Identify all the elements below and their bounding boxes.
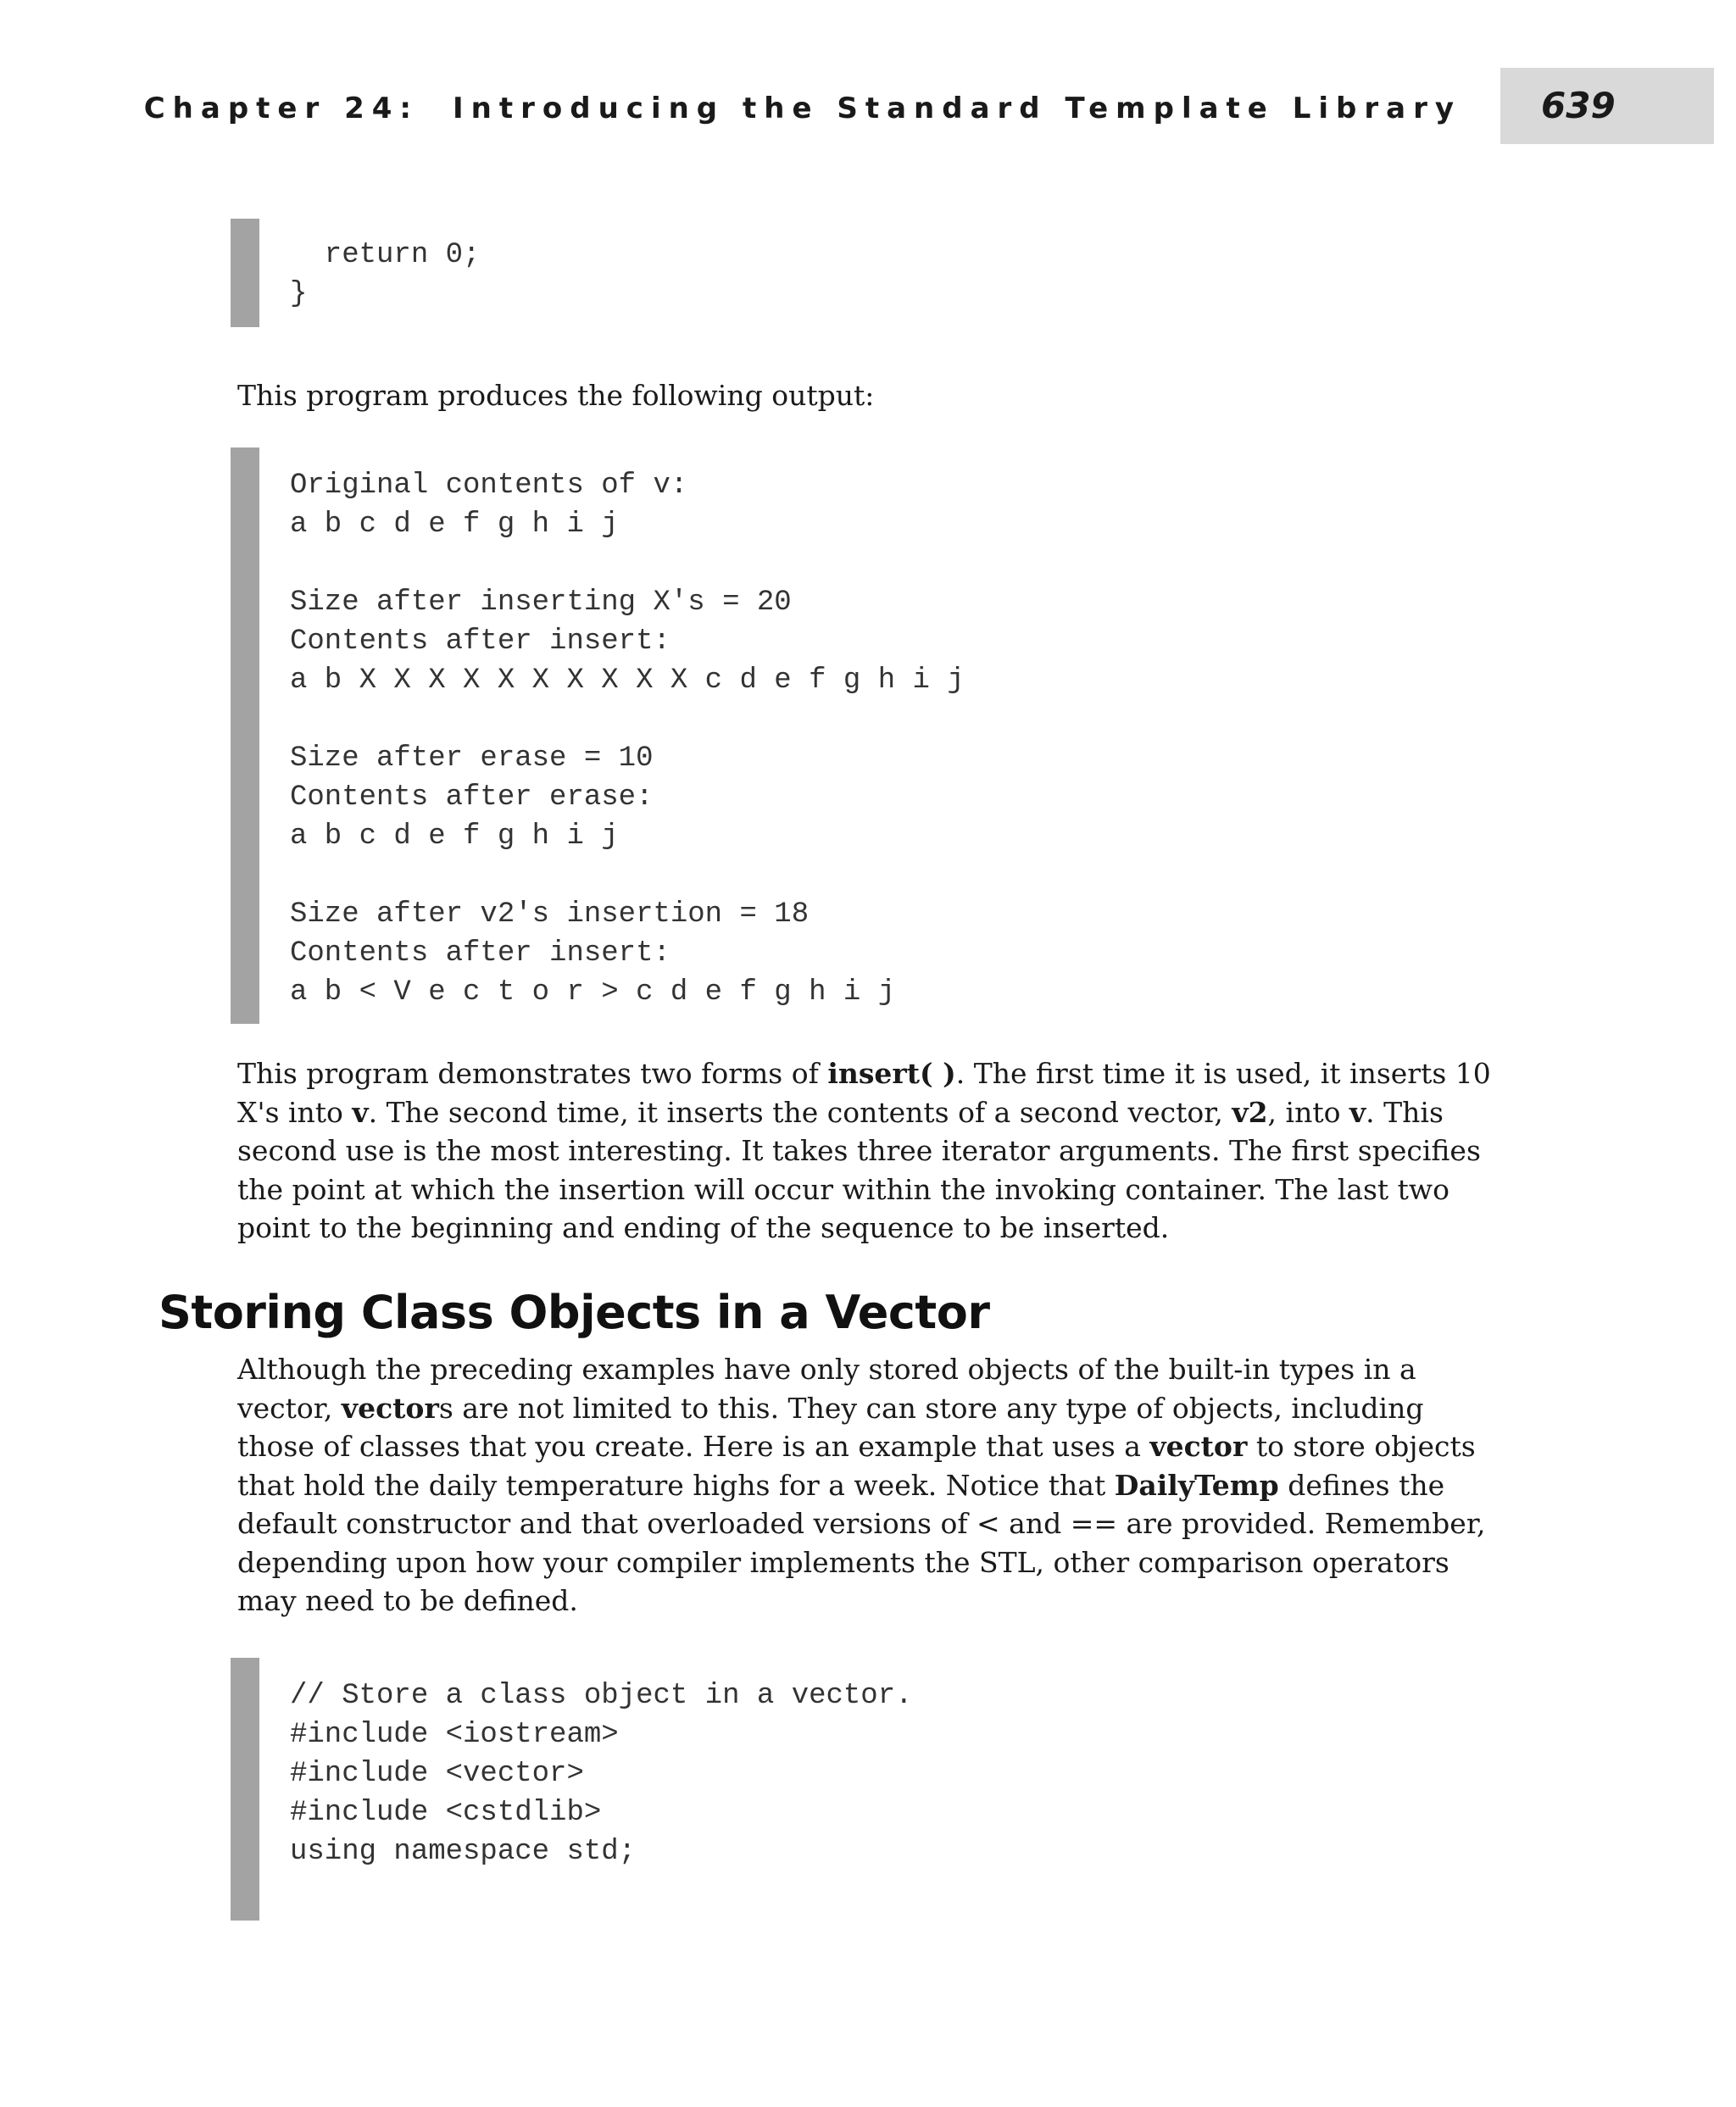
chapter-header bbox=[144, 88, 1461, 129]
code-term: insert( ) bbox=[827, 1057, 956, 1090]
section-paragraph: Although the preceding examples have only stored objects of the built-in types in a vector, vectors are not limited to this. They can store any type of objects, including those of classes that you create. Here is an example that uses a vector to store objects that hold the daily temperature highs for a week. Notice that DailyTemp defines the default constructor and that overloaded versions of < and == are provided. Remember, depending upon how your compiler implements the STL, other comparison operators may need to be defined. bbox=[237, 1353, 1486, 1617]
code-listing: // Store a class object in a vector. #include <iostream> #include <vector> #include <cstdlib> using namespace std; bbox=[290, 1680, 913, 1868]
program-output: Original contents of v: a b c d e f g h i j Size after inserting X's = 20 Contents after insert: a b X X X X X X X X X X c d e f g h i j Size after erase = 10 Contents after erase: a b c d e f g h i j Size after v2's insertion = 18 Contents after insert: a b < V e c t o r > c d e f g h i j bbox=[290, 470, 965, 1009]
code-term: v bbox=[352, 1095, 369, 1129]
code-term: vector bbox=[341, 1391, 439, 1425]
code-bar bbox=[231, 219, 259, 327]
section-heading: Storing Class Objects in a Vector bbox=[159, 1286, 990, 1339]
explanation-paragraph: This program demonstrates two forms of insert( ). The first time it is used, it inserts 10 X's into v. The second time, it inserts the contents of a second vector, v2, into v. This second use is the most interesting. It takes three iterator arguments. The first specifies the point at which the insertion will occur within the invoking container. The last two point to the beginning and ending of the sequence to be inserted. bbox=[237, 1057, 1491, 1244]
code-term: vector bbox=[1149, 1430, 1248, 1463]
code-term: DailyTemp bbox=[1114, 1468, 1279, 1502]
code-term: v2 bbox=[1232, 1095, 1268, 1129]
intro-paragraph: This program produces the following output: bbox=[237, 379, 875, 412]
code-bar bbox=[231, 1658, 259, 1921]
chapter-title: Introducing the Standard Template Library bbox=[453, 92, 1461, 125]
code-listing: return 0; } bbox=[290, 239, 481, 310]
page-number: 639 bbox=[1541, 85, 1616, 126]
code-term: v bbox=[1349, 1095, 1366, 1129]
code-bar bbox=[231, 448, 259, 1024]
chapter-label: Chapter 24: bbox=[143, 92, 420, 125]
